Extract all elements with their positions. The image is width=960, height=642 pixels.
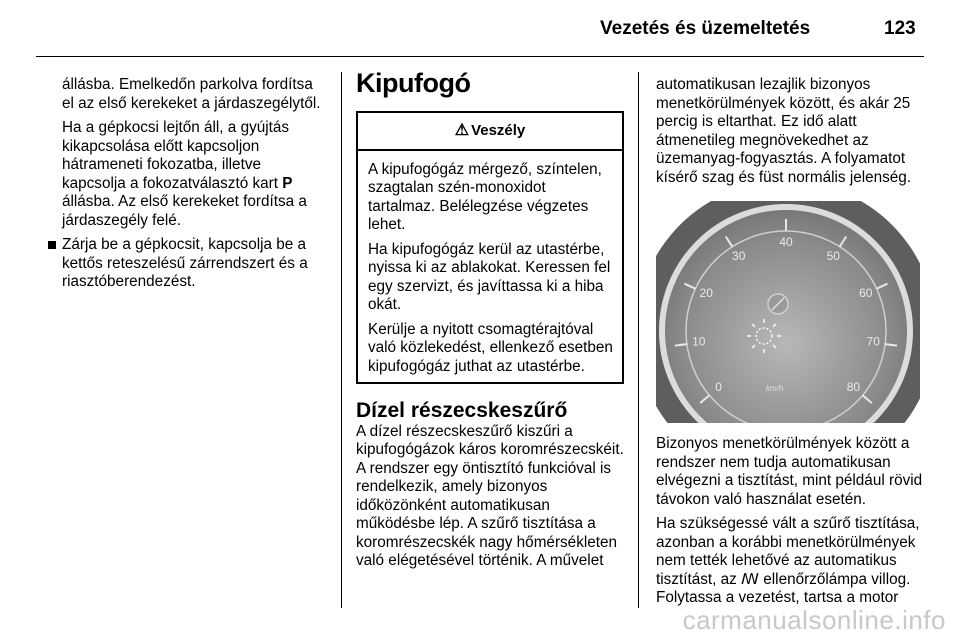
header-rule — [36, 56, 924, 57]
column-1 — [62, 76, 327, 292]
text-run: ellenőrzőlámpa villog. Folytassa a vezetést, tartsa a motor — [656, 570, 911, 606]
column-3 — [656, 76, 924, 614]
column-2 — [356, 68, 624, 577]
paragraph-slope — [62, 119, 327, 230]
paragraph-parking: állásba. Emelkedőn parkolva fordítsa el az első kerekeket a járdaszegélytől. — [62, 76, 321, 112]
gauge-tick-label: 20 — [699, 285, 713, 300]
svg-text:km/h: km/h — [766, 384, 784, 393]
gauge-image — [656, 201, 920, 423]
page-number: 123 — [884, 18, 916, 39]
speedometer-illustration — [656, 201, 920, 423]
watermark: carmanualsonline.info — [682, 605, 946, 635]
warning-header — [358, 113, 622, 151]
gauge-tick-label: 50 — [826, 248, 840, 263]
page-header-title: Vezetés és üzemeltetés — [600, 18, 811, 39]
warning-box — [356, 111, 624, 385]
text-run: Ha a gépkocsi lejtőn áll, a gyújtás kikapcsolása előtt kapcsoljon hátrameneti fokozatba, illetve kapcsolja a fokozatválasztó kart — [62, 119, 290, 192]
gauge-tick-label: 40 — [779, 235, 793, 250]
column-divider-1 — [341, 72, 342, 608]
list-item — [48, 236, 327, 292]
warning-paragraph: A kipufogógáz mérgező, színtelen, szagtalan szén-monoxidot tartalmaz. Belélegzése végzetes lehet. — [368, 160, 602, 233]
text-run: Ha szükségessé vált a szűrő tisztítása, azonban a korábbi menetkörülmények nem tették lehetővé az automatikus tisztítást, az — [656, 515, 920, 588]
paragraph-dpf: A dízel részecskeszűrő kiszűri a kipufogógázok káros koromrészecskéit. A rendszer egy öntisztító funkcióval is rendelkezik, amely bizonyos időközönként automatikusan működésbe lép. A szűrő tisztítása a koromrészecskék nagy hőmérsékleten való elégetésével történik. A művelet — [356, 422, 624, 569]
gauge-tick-label: 60 — [859, 285, 873, 300]
warning-title: Veszély — [471, 121, 526, 139]
warning-triangle-icon: ⚠ — [454, 121, 470, 139]
text-run: állásba. Az első kerekeket fordítsa a járdaszegély felé. — [62, 193, 307, 229]
paragraph-cleaning: automatikusan lezajlik bizonyos menetkörülmények között, és akár 25 percig is eltarthat. Ez idő alatt átmenetileg megnövekedhet az üzemanyag-fogyasztás. A folyamatot kísérő szag és füst normális jelenség. — [656, 76, 912, 186]
warning-body — [358, 151, 622, 383]
gauge-tick-label: 10 — [692, 334, 706, 349]
warning-paragraph: Ha kipufogógáz kerül az utastérbe, nyissa ki az ablakokat. Keressen fel egy szervizt, és javíttassa ki a hiba okát. — [368, 240, 611, 313]
bullet-square-icon — [48, 241, 56, 249]
section-heading: Kipufogó — [356, 68, 471, 98]
dpf-lamp-icon: ꟿ — [741, 570, 760, 588]
warning-paragraph: Kerülje a nyitott csomagtérajtóval való közlekedést, ellenkező esetben kipufogógáz juthat az utastérbe. — [368, 320, 613, 375]
list-item-text: Zárja be a gépkocsit, kapcsolja be a kettős reteszelésű zárrendszert és a riasztóberendezést. — [62, 236, 308, 290]
paragraph-conditions: Bizonyos menetkörülmények között a rendszer nem tudja automatikusan elvégezni a tisztítást, mint például rövid távokon való használat esetén. — [656, 435, 923, 508]
gauge-tick-label: 0 — [715, 379, 722, 394]
paragraph-lamp — [656, 515, 924, 608]
gear-position-p: P — [282, 174, 293, 192]
gauge-tick-label: 30 — [732, 248, 746, 263]
column-divider-2 — [638, 72, 639, 608]
gauge-tick-label: 70 — [866, 334, 880, 349]
gauge-tick-label: 80 — [846, 379, 861, 394]
subsection-heading: Dízel részecskeszűrő — [356, 399, 568, 422]
